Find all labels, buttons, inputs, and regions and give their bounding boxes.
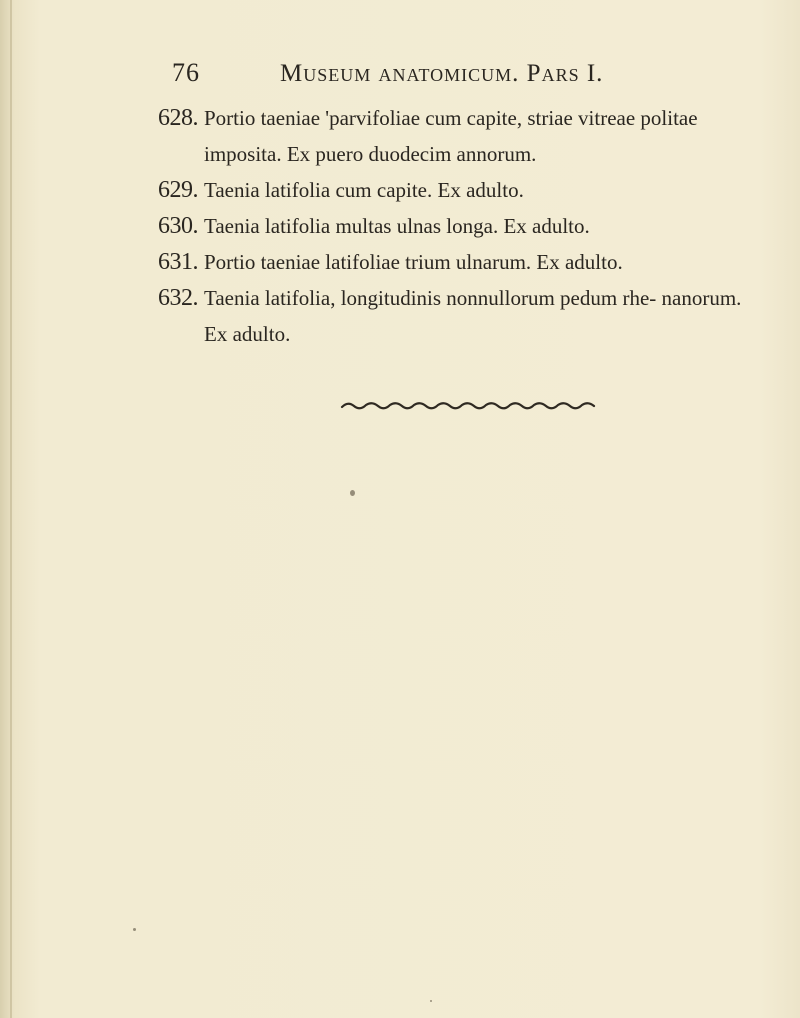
entry-text: Taenia latifolia cum capite. Ex adulto.	[204, 178, 524, 202]
entry-number: 631.	[158, 249, 198, 275]
catalogue-entry	[158, 100, 768, 172]
page-gutter	[10, 0, 12, 1018]
entry-number: 632.	[158, 285, 198, 311]
paper-speck	[133, 928, 136, 931]
paper-speck	[430, 1000, 432, 1002]
entry-number: 628.	[158, 105, 198, 131]
entry-text: Portio taeniae latifoliae trium ulnarum. Ex adulto.	[204, 250, 623, 274]
entry-text: Taenia latifolia multas ulnas longa. Ex adulto.	[204, 214, 590, 238]
catalogue-entries	[158, 100, 768, 352]
catalogue-entry	[158, 208, 768, 244]
catalogue-entry	[158, 172, 768, 208]
catalogue-entry	[158, 244, 768, 280]
section-end-ornament	[340, 398, 600, 412]
entry-number: 630.	[158, 213, 198, 239]
entry-text: Taenia latifolia, longitudinis nonnullorum pedum rhe- nanorum. Ex adulto.	[204, 286, 742, 346]
entry-text: Portio taeniae 'parvifoliae cum capite, striae vitreae politae imposita. Ex puero duodecim annorum.	[204, 106, 698, 166]
entry-number: 629.	[158, 177, 198, 203]
page-number: 76	[172, 58, 200, 87]
page-header	[172, 58, 692, 92]
paper-speck	[350, 490, 355, 496]
running-title: Museum anatomicum. Pars I.	[280, 60, 604, 87]
catalogue-entry	[158, 280, 768, 352]
